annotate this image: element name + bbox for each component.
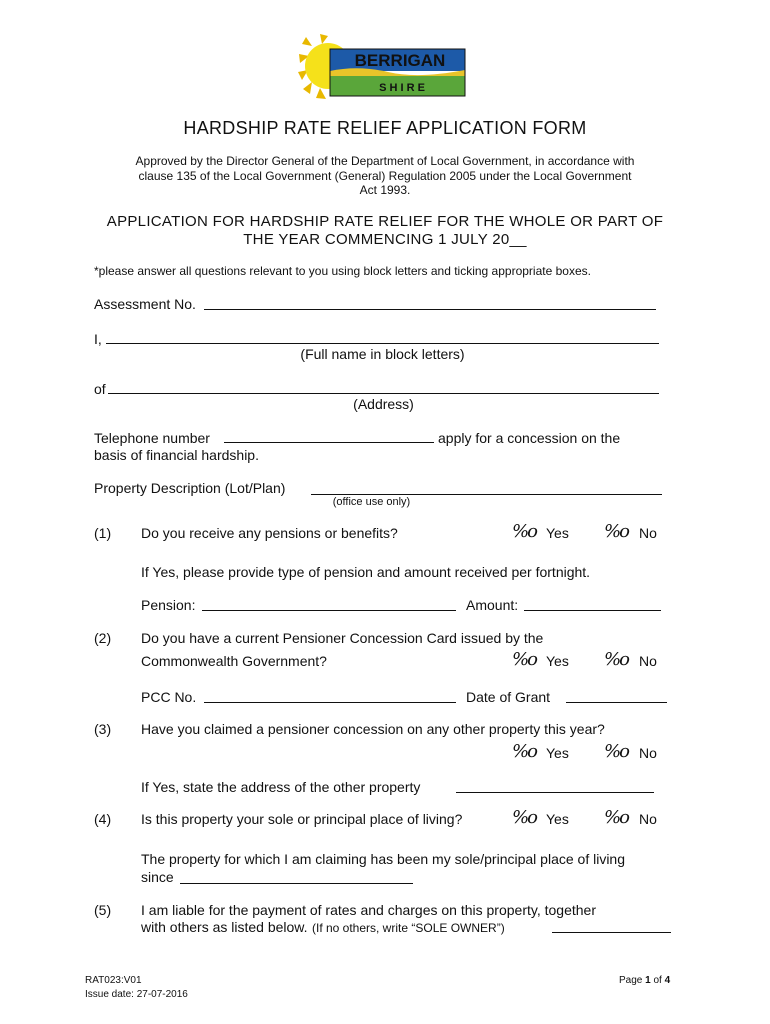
q4-text: Is this property your sole or principal place of living? [141,811,463,827]
q5-line-2: with others as listed below. [141,919,308,935]
page-title: HARDSHIP RATE RELIEF APPLICATION FORM [183,118,587,138]
approval-line-1: Approved by the Director General of the Department of Local Government, in accordance with [135,154,635,168]
address-hint: (Address) [353,396,414,412]
instruction: *please answer all questions relevant to you using block letters and ticking appropriate boxes. [94,264,591,278]
property-description-label: Property Description (Lot/Plan) [94,480,286,496]
page-total: 4 [664,975,671,986]
subtitle-line-1: APPLICATION FOR HARDSHIP RATE RELIEF FOR THE WHOLE OR PART OF [106,213,664,230]
pension-input[interactable] [202,610,456,611]
since-label: since [141,869,174,885]
amount-label: Amount: [466,597,519,613]
since-input[interactable] [180,883,413,884]
logo-top-word: BERRIGAN [354,51,446,70]
full-name-hint: (Full name in block letters) [300,346,465,362]
concession-text: apply for a concession on the [438,430,621,446]
q1-followup: If Yes, please provide type of pension and amount received per fortnight. [141,564,591,580]
assessment-input[interactable] [204,309,656,310]
address-label: of [94,381,106,397]
approval-line-3: Act 1993. [359,183,411,197]
q1-no-label: No [639,525,657,541]
q4-no-label: No [639,811,657,827]
q1-number: (1) [94,525,112,541]
page-number: 1 [645,975,651,986]
q1-text: Do you receive any pensions or benefits? [141,525,398,541]
name-label: I, [94,331,102,347]
q3-yes-checkbox[interactable]: %o [512,741,536,762]
q5-note: (If no others, write “SOLE OWNER”) [311,921,505,935]
q5-number: (5) [94,902,112,918]
q2-line-2: Commonwealth Government? [141,653,327,669]
q4-line-1: The property for which I am claiming has been my sole/principal place of living [141,851,626,867]
berrigan-shire-logo [298,32,470,104]
logo-bottom-word: S H I R E [379,82,425,94]
pension-label: Pension: [141,597,196,613]
q2-yes-label: Yes [546,653,569,669]
financial-hardship-text: basis of financial hardship. [94,447,259,463]
q4-yes-label: Yes [546,811,569,827]
date-grant-label: Date of Grant [466,689,551,705]
q4-yes-checkbox[interactable]: %o [512,807,536,828]
q3-followup: If Yes, state the address of the other property [141,779,421,795]
q5-line-2-row [141,919,505,937]
q3-no-checkbox[interactable]: %o [604,741,628,762]
page-of-label: of [653,975,662,986]
q1-yes-label: Yes [546,525,569,541]
issue-date: Issue date: 27-07-2016 [85,989,188,1000]
q2-line-1: Do you have a current Pensioner Concession Card issued by the [141,630,544,646]
page-indicator [619,975,670,986]
q4-no-checkbox[interactable]: %o [604,807,628,828]
date-grant-input[interactable] [566,702,667,703]
amount-input[interactable] [524,610,661,611]
telephone-input[interactable] [224,442,434,443]
q2-yes-checkbox[interactable]: %o [512,649,536,670]
q1-yes-checkbox[interactable]: %o [512,521,536,542]
q1-no-checkbox[interactable]: %o [604,521,628,542]
pcc-input[interactable] [204,702,456,703]
telephone-label: Telephone number [94,430,210,446]
q2-number: (2) [94,630,112,646]
pcc-label: PCC No. [141,689,197,705]
q3-yes-label: Yes [546,745,569,761]
q3-number: (3) [94,721,112,737]
page-label: Page [619,975,643,986]
approval-line-2: clause 135 of the Local Government (General) Regulation 2005 under the Local Government [138,169,632,183]
co-owners-input[interactable] [552,932,671,933]
q4-number: (4) [94,811,112,827]
property-description-input[interactable] [311,494,662,495]
full-name-input[interactable] [106,343,659,344]
q5-line-1: I am liable for the payment of rates and charges on this property, together [141,902,596,918]
office-use-hint: (office use only) [332,496,411,508]
assessment-label: Assessment No. [94,296,196,312]
q3-text: Have you claimed a pensioner concession on any other property this year? [141,721,605,737]
q3-no-label: No [639,745,657,761]
q2-no-checkbox[interactable]: %o [604,649,628,670]
other-property-input[interactable] [456,792,654,793]
form-code: RAT023:V01 [85,975,142,986]
subtitle-line-2: THE YEAR COMMENCING 1 JULY 20__ [243,231,527,248]
q2-no-label: No [639,653,657,669]
address-input[interactable] [108,393,659,394]
